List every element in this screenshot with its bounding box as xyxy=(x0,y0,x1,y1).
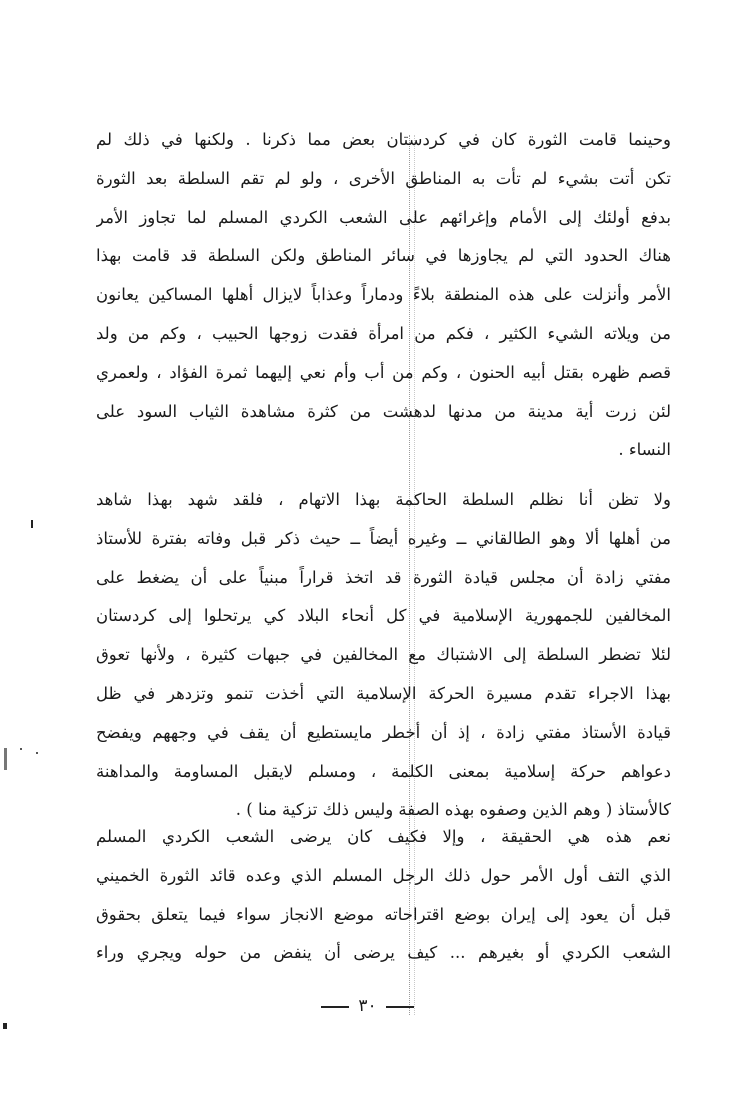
text-line: وحينما قامت الثورة كان في كردستان بعض مما ذكرنا . ولكنها في ذلك لم xyxy=(96,130,671,149)
text-line: تكن أتت بشيء لم تأت به المناطق الأخرى ، ولو لم تقم السلطة بعد الثورة xyxy=(96,168,671,188)
text-line: لئن زرت أية مدينة من مدنها لدهشت من كثرة مشاهدة الثياب السود على xyxy=(96,401,671,421)
scan-edge-mark xyxy=(3,1023,7,1029)
text-line: قيادة الأستاذ مفتي زادة ، إذ أن أخطر مايستطيع أن يقف في وجههم ويفضح xyxy=(96,722,671,742)
scan-edge-mark xyxy=(4,748,7,770)
text-line: بدفع أولئك إلى الأمام وإغرائهم على الشعب الكردي المسلم لما تجاوز الأمر xyxy=(96,207,671,227)
paragraph-2 xyxy=(96,481,671,830)
text-line: ولا تظن أنا نظلم السلطة الحاكمة بهذا الاتهام ، فلقد شهد بهذا شاهد xyxy=(96,490,671,509)
text-line: من ويلاته الشيء الكثير ، فكم من امرأة فقدت زوجها الحبيب ، وكم من ولد xyxy=(96,323,671,343)
text-line: هناك الحدود التي لم يجاوزها في سائر المناطق ولكن السلطة قد قامت بهذا xyxy=(96,246,671,266)
text-line: من أهلها ألا وهو الطالقاني ــ وغيره أيضاً ــ حيث ذكر قبل وفاته بفترة للأستاذ xyxy=(96,528,671,548)
paragraph-3 xyxy=(96,818,671,973)
page-number-value: ٣٠ xyxy=(358,996,377,1016)
paragraph-1 xyxy=(96,121,671,470)
text-line: بهذا الاجراء تقدم مسيرة الحركة الإسلامية التي أخذت تنمو وتزدهر في ظل xyxy=(96,683,671,703)
scan-edge-mark xyxy=(31,520,33,528)
text-line: النساء . xyxy=(618,440,671,460)
scan-speck xyxy=(20,748,22,750)
text-line: الأمر وأنزلت على هذه المنطقة بلاءً ودماراً وعذاباً لايزال أهلها المساكين يعانون xyxy=(96,285,671,305)
text-line: الذي التف أول الأمر حول ذلك الرجل المسلم الذي وعده قائد الثورة الخميني xyxy=(96,865,671,885)
text-line: قبل أن يعود إلى إيران بوضع اقتراحاته موضع الانجاز سواء فيما يتعلق بحقوق xyxy=(96,904,671,924)
text-line: لئلا تضطر السلطة إلى الاشتباك مع المخالفين في جبهات كثيرة ، ولأنها تعوق xyxy=(96,645,671,665)
text-line: قصم ظهره بقتل أبيه الحنون ، وكم من أب وأم نعي إليهما ثمرة الفؤاد ، ولعمري xyxy=(96,362,671,382)
page-number-dash xyxy=(386,1006,414,1008)
scan-speck xyxy=(36,752,38,754)
page-number xyxy=(0,996,735,1016)
text-line: دعواهم حركة إسلامية بمعنى الكلمة ، ومسلم لايقبل المساومة والمداهنة xyxy=(96,761,671,781)
text-line: مفتي زادة أن مجلس قيادة الثورة قد اتخذ قراراً مبنياً على أن يضغط على xyxy=(96,567,671,587)
page-number-dash xyxy=(321,1006,349,1008)
text-line: نعم هذه هي الحقيقة ، وإلا فكيف كان يرضى الشعب الكردي المسلم xyxy=(96,827,671,846)
text-line: المخالفين للجمهورية الإسلامية في كل أنحاء البلاد كي يرتحلوا إلى كردستان xyxy=(96,606,671,626)
text-line: كالأستاذ ( وهم الذين وصفوه بهذه الصفة وليس ذلك تزكية منا ) . xyxy=(235,800,671,820)
text-line: الشعب الكردي أو بغيرهم ... كيف يرضى أن ينفض من حوله ويجري وراء xyxy=(96,943,671,963)
